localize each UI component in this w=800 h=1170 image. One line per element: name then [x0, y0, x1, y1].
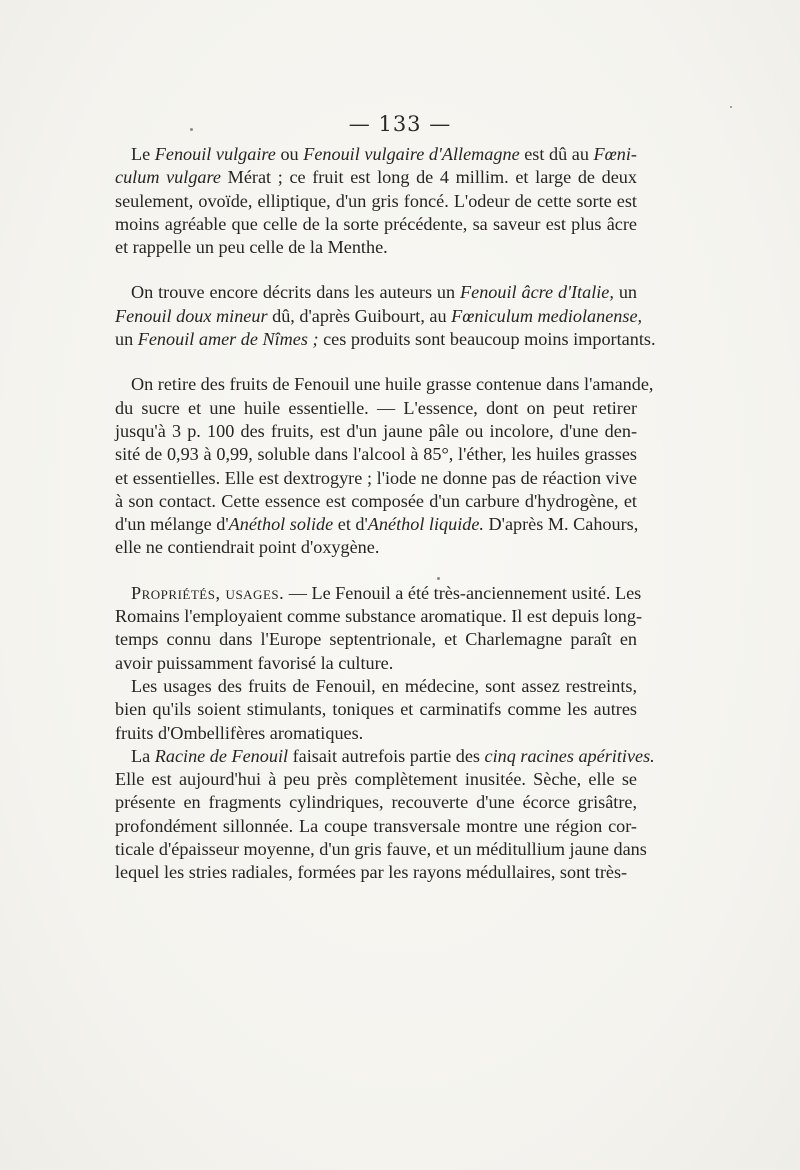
text-run: ticale d'épaisseur moyenne, d'un gris fauve, et un méditullium jaune dans	[115, 839, 647, 860]
italic-term: Fœni-	[593, 144, 637, 164]
text-line	[115, 605, 643, 628]
text-run: et d'	[333, 514, 368, 535]
text-run: Elle est aujourd'hui à peu près complètement inusitée. Sèche, elle se	[115, 769, 637, 790]
paragraph-proprietes	[115, 582, 643, 675]
text-run: et essentielles. Elle est dextrogyre ; l'iode ne donne pas de réaction vive	[115, 467, 637, 488]
text-line	[115, 768, 637, 791]
text-run: et rappelle un peu celle de la Menthe.	[115, 237, 388, 258]
text-line	[115, 443, 637, 466]
text-run: est dû au	[519, 144, 594, 164]
text-run: temps connu dans l'Europe septentrionale, et Charlemagne paraît en	[115, 629, 637, 650]
text-run: La	[131, 745, 155, 766]
text-run: bien qu'ils soient stimulants, toniques et carminatifs comme les autres	[115, 699, 637, 720]
text-run: seulement, ovoïde, elliptique, d'un gris foncé. L'odeur de cette sorte est	[115, 190, 637, 211]
dust-speck	[730, 106, 732, 108]
text-line	[115, 373, 654, 396]
paragraph-racine	[115, 745, 655, 885]
italic-term: culum vulgare	[115, 167, 221, 188]
italic-term: Fœniculum mediolanense,	[451, 305, 643, 326]
text-line	[115, 582, 642, 605]
text-line	[115, 815, 637, 838]
text-line	[115, 861, 637, 884]
text-run: ou	[275, 144, 304, 164]
dust-speck	[190, 128, 193, 131]
text-run: D'après M. Cahours,	[483, 514, 639, 535]
text-line	[115, 281, 637, 304]
text-line	[115, 213, 637, 236]
text-line	[115, 467, 637, 490]
paragraph-essence	[115, 373, 654, 559]
italic-term: Anéthol solide	[228, 514, 334, 535]
text-run: jusqu'à 3 p. 100 des fruits, est d'un jaune pâle ou incolore, d'une den-	[115, 420, 637, 441]
text-run: un	[613, 282, 637, 303]
italic-term: Fenouil vulgaire d'Allemagne	[303, 144, 520, 164]
text-run: lequel les stries radiales, formées par les rayons médullaires, sont très-	[115, 862, 628, 883]
text-run: Romains l'employaient comme substance aromatique. Il est depuis long-	[115, 606, 643, 627]
text-run: du sucre et une huile essentielle. — L'essence, dont on peut retirer	[115, 397, 637, 418]
text-run: Les usages des fruits de Fenouil, en médecine, sont assez restreints,	[131, 675, 637, 696]
text-run: — Le Fenouil a été très-anciennement usité. Les	[284, 582, 642, 603]
section-heading: Propriétés, usages.	[131, 582, 285, 603]
text-run: sité de 0,93 à 0,99, soluble dans l'alcool à 85°, l'éther, les huiles grasses	[115, 444, 637, 465]
italic-term: cinq racines apéritives.	[484, 745, 655, 766]
text-run: profondément sillonnée. La coupe transversale montre une région cor-	[115, 815, 637, 836]
paragraph-fenouil-vulgaire	[115, 143, 637, 259]
text-run: elle ne contiendrait point d'oxygène.	[115, 537, 380, 558]
text-line	[115, 675, 637, 698]
text-run: Mérat ; ce fruit est long de 4 millim. et large de deux	[221, 167, 637, 188]
text-line	[115, 838, 647, 861]
text-run: présente en fragments cylindriques, recouverte d'une écorce grisâtre,	[115, 792, 637, 813]
text-run: dû, d'après Guibourt, au	[267, 305, 452, 326]
text-line	[115, 628, 637, 651]
text-line	[115, 305, 643, 328]
text-line	[115, 490, 637, 513]
text-run: Le	[131, 144, 155, 164]
italic-term: Fenouil doux mineur	[115, 305, 268, 326]
text-line	[115, 397, 637, 420]
italic-term: Fenouil amer de Nîmes ;	[137, 329, 319, 350]
paragraph-other-varieties	[115, 281, 656, 351]
body-text	[115, 143, 656, 885]
page-number: — 133 —	[348, 112, 452, 136]
text-line	[115, 698, 637, 721]
text-run: On trouve encore décrits dans les auteurs un	[131, 282, 461, 303]
text-line	[115, 166, 637, 189]
text-line	[115, 536, 637, 559]
text-run: faisait autrefois partie des	[288, 745, 485, 766]
dust-speck	[437, 577, 440, 580]
text-line	[115, 745, 655, 768]
paragraph-usages	[115, 675, 637, 745]
text-line	[115, 420, 637, 443]
text-run: à son contact. Cette essence est composée d'un carbure d'hydrogène, et	[115, 490, 637, 511]
text-run: On retire des fruits de Fenouil une huile grasse contenue dans l'amande,	[131, 374, 654, 395]
text-line	[115, 791, 637, 814]
italic-term: Fenouil âcre d'Italie,	[460, 282, 614, 303]
text-run: moins agréable que celle de la sorte précédente, sa saveur est plus âcre	[115, 213, 637, 234]
text-line	[115, 143, 637, 166]
text-line	[115, 190, 637, 213]
text-run: ces produits sont beaucoup moins importants.	[318, 329, 656, 350]
italic-term: Fenouil vulgaire	[154, 144, 276, 164]
text-run: un	[115, 329, 138, 350]
text-line	[115, 236, 637, 259]
text-line	[115, 328, 656, 351]
italic-term: Anéthol liquide.	[367, 514, 484, 535]
text-run: fruits d'Ombellifères aromatiques.	[115, 722, 364, 743]
text-line	[115, 652, 637, 675]
text-line	[115, 722, 637, 745]
text-run: avoir puissamment favorisé la culture.	[115, 652, 394, 673]
text-run: d'un mélange d'	[115, 514, 229, 535]
italic-term: Racine de Fenouil	[154, 745, 289, 766]
text-line	[115, 513, 637, 536]
